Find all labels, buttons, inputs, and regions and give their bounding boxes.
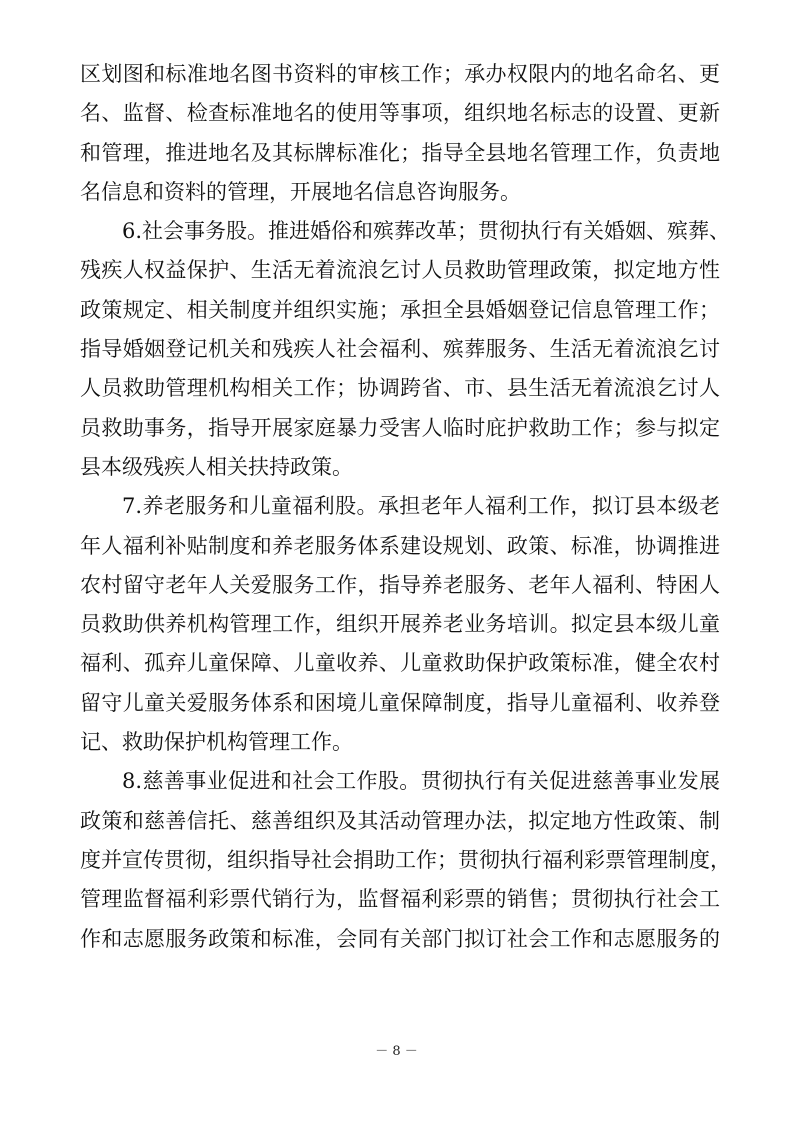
text-line: 记、救助保护机构管理工作。 xyxy=(80,730,353,755)
text-line: 区划图和标准地名图书资料的审核工作；承办权限内的地名命名、更 xyxy=(80,62,720,86)
text-line: 县本级残疾人相关扶持政策。 xyxy=(80,454,353,479)
text-line: 农村留守老年人关爱服务工作，指导养老服务、老年人福利、特困人 xyxy=(80,572,720,597)
paragraph-heading-line: 6.社会事务股。推进婚俗和殡葬改革；贯彻执行有关婚姻、殡葬、 xyxy=(122,219,731,244)
text-line: 作和志愿服务政策和标准，会同有关部门拟订社会工作和志愿服务的 xyxy=(80,926,720,951)
text-line: 名信息和资料的管理，开展地名信息咨询服务。 xyxy=(80,179,521,204)
text-line: 员救助事务，指导开展家庭暴力受害人临时庇护救助工作；参与拟定 xyxy=(80,415,720,440)
text-line: 福利、孤弃儿童保障、儿童收养、儿童救助保护政策标准，健全农村 xyxy=(80,651,720,676)
page-number: － 8 － xyxy=(375,1044,418,1059)
body-text xyxy=(80,55,731,959)
paragraph-heading-line: 8.慈善事业促进和社会工作股。贯彻执行有关促进慈善事业发展 xyxy=(122,769,720,794)
text-line: 残疾人权益保护、生活无着流浪乞讨人员救助管理政策，拟定地方性 xyxy=(80,258,720,283)
text-line: 管理监督福利彩票代销行为，监督福利彩票的销售；贯彻执行社会工 xyxy=(80,887,720,912)
text-line: 和管理，推进地名及其标牌标准化；指导全县地名管理工作，负责地 xyxy=(80,140,720,165)
text-line: 度并宣传贯彻，组织指导社会捐助工作；贯彻执行福利彩票管理制度， xyxy=(80,847,731,872)
text-line: 政策和慈善信托、慈善组织及其活动管理办法，拟定地方性政策、制 xyxy=(80,808,720,833)
text-line: 留守儿童关爱服务体系和困境儿童保障制度，指导儿童福利、收养登 xyxy=(80,690,720,715)
text-line: 人员救助管理机构相关工作；协调跨省、市、县生活无着流浪乞讨人 xyxy=(80,376,720,401)
paragraph-heading-line: 7.养老服务和儿童福利股。承担老年人福利工作，拟订县本级老 xyxy=(122,494,720,519)
text-line: 员救助供养机构管理工作，组织开展养老业务培训。拟定县本级儿童 xyxy=(80,612,720,637)
text-line: 指导婚姻登记机关和残疾人社会福利、殡葬服务、生活无着流浪乞讨 xyxy=(80,337,720,362)
text-line: 政策规定、相关制度并组织实施；承担全县婚姻登记信息管理工作； xyxy=(80,297,720,322)
text-line: 年人福利补贴制度和养老服务体系建设规划、政策、标准，协调推进 xyxy=(80,533,720,558)
text-line: 名、监督、检查标准地名的使用等事项，组织地名标志的设置、更新 xyxy=(80,101,720,126)
